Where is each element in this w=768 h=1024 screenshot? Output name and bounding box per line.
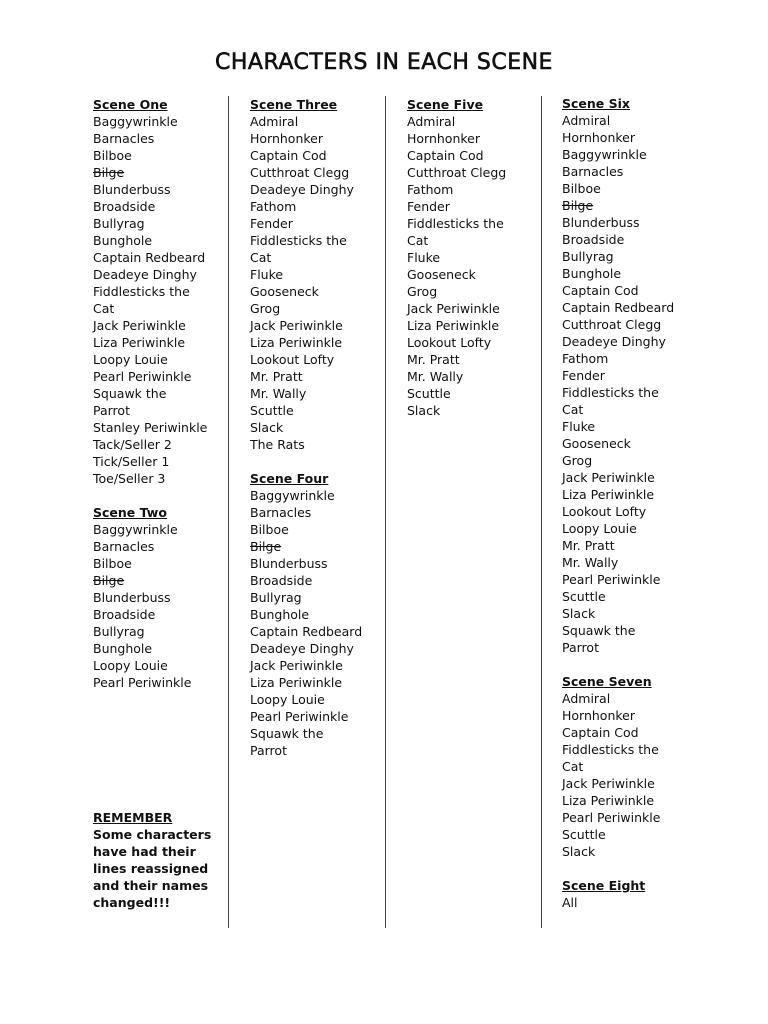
character-name: Bilge [250,539,282,554]
character-name: Bullyrag [93,624,145,639]
character-name: Bunghole [93,641,153,656]
character-name: Gooseneck [407,267,476,282]
character-name: Liza Periwinkle [562,487,655,502]
character-name: Squawk the [562,623,636,638]
character-name: Admiral [407,114,456,129]
character-name: Deadeye Dinghy [93,267,197,282]
character-list [93,113,243,487]
character-name: Broadside [562,232,625,247]
scene-block [562,877,712,911]
character-name: Admiral [562,113,611,128]
character-name: Mr. Pratt [407,352,460,367]
character-list [93,521,243,691]
character-name: Barnacles [93,539,155,554]
character-name: Jack Periwinkle [250,318,343,333]
character-name: Hornhonker [407,131,481,146]
character-name: Baggywrinkle [562,147,647,162]
character-name: Barnacles [562,164,624,179]
scene-heading: Scene One [93,97,168,112]
character-name: Slack [562,606,596,621]
character-name: Fluke [250,267,284,282]
scene-block [562,673,712,860]
character-name: Fathom [562,351,609,366]
character-name: Fluke [562,419,596,434]
scene-block [562,95,712,656]
character-name: Lookout Lofty [250,352,335,367]
character-name: Mr. Pratt [250,369,303,384]
character-name: Scuttle [562,827,606,842]
character-name: Fender [250,216,293,231]
remember-body: Some characters have had their lines reassigned and their names changed!!! [93,827,212,910]
remember-heading: REMEMBER [93,810,173,825]
character-name: Cat [407,233,429,248]
character-name: Bilboe [93,556,132,571]
character-name: Slack [562,844,596,859]
character-name: Hornhonker [562,708,636,723]
scene-heading: Scene Five [407,97,484,112]
character-name: Blunderbuss [93,182,171,197]
character-name: Gooseneck [562,436,631,451]
character-name: Bilge [93,165,125,180]
character-name: Mr. Wally [407,369,464,384]
character-name: Fluke [407,250,441,265]
character-name: Hornhonker [250,131,324,146]
column-2 [250,96,400,776]
character-name: Bilboe [250,522,289,537]
character-name: Cat [562,759,584,774]
character-name: Jack Periwinkle [562,776,655,791]
character-name: Squawk the [250,726,324,741]
character-name: Broadside [93,607,156,622]
character-name: Slack [407,403,441,418]
character-name: Cat [93,301,115,316]
character-name: Bilboe [93,148,132,163]
remember-note [93,809,223,911]
character-list [562,112,712,656]
column-4 [562,95,712,928]
character-name: Baggywrinkle [93,114,178,129]
character-name: Admiral [250,114,299,129]
character-name: Tack/Seller 2 [93,437,172,452]
character-name: Bullyrag [250,590,302,605]
character-name: Barnacles [250,505,312,520]
character-name: Jack Periwinkle [93,318,186,333]
character-name: Baggywrinkle [250,488,335,503]
character-name: Scuttle [407,386,451,401]
character-name: Lookout Lofty [407,335,492,350]
character-name: Deadeye Dinghy [250,641,354,656]
character-name: Blunderbuss [250,556,328,571]
character-name: Pearl Periwinkle [562,572,661,587]
character-name: Bilge [93,573,125,588]
character-name: Bilge [562,198,594,213]
character-name: Mr. Wally [562,555,619,570]
character-name: Toe/Seller 3 [93,471,166,486]
scene-block [250,96,400,453]
scene-heading: Scene Eight [562,878,646,893]
character-name: Lookout Lofty [562,504,647,519]
character-name: Fiddlesticks the [562,385,659,400]
character-name: Grog [250,301,281,316]
character-name: Slack [250,420,284,435]
character-name: Deadeye Dinghy [562,334,666,349]
character-name: Jack Periwinkle [250,658,343,673]
character-name: Pearl Periwinkle [93,369,192,384]
character-list [407,113,557,419]
scene-heading: Scene Four [250,471,329,486]
character-name: All [562,895,578,910]
character-name: Mr. Pratt [562,538,615,553]
character-name: Gooseneck [250,284,319,299]
character-name: Pearl Periwinkle [562,810,661,825]
character-name: Liza Periwinkle [93,335,186,350]
character-name: Fiddlesticks the [562,742,659,757]
character-name: Cutthroat Clegg [407,165,507,180]
character-name: Blunderbuss [562,215,640,230]
character-name: Loopy Louie [93,658,168,673]
character-name: Broadside [93,199,156,214]
page-title: CHARACTERS IN EACH SCENE [215,50,553,75]
scene-block [407,96,557,419]
character-name: Captain Cod [407,148,484,163]
character-name: Liza Periwinkle [407,318,500,333]
character-name: Scuttle [562,589,606,604]
character-name: Parrot [250,743,287,758]
character-name: Loopy Louie [93,352,168,367]
character-name: Stanley Periwinkle [93,420,208,435]
character-name: Cat [250,250,272,265]
character-name: Fathom [407,182,454,197]
character-name: Hornhonker [562,130,636,145]
column-1 [93,96,243,708]
character-name: Fender [562,368,605,383]
character-name: Bunghole [562,266,622,281]
character-name: Captain Redbeard [250,624,363,639]
character-name: Pearl Periwinkle [250,709,349,724]
character-name: Cat [562,402,584,417]
character-name: Captain Cod [562,283,639,298]
scene-heading: Scene Six [562,96,630,111]
character-name: Captain Cod [250,148,327,163]
character-name: Squawk the [93,386,167,401]
character-name: Bullyrag [93,216,145,231]
character-name: Liza Periwinkle [250,335,343,350]
character-name: Liza Periwinkle [250,675,343,690]
character-list [250,113,400,453]
scene-block [93,504,243,691]
character-name: Grog [407,284,438,299]
character-name: Fender [407,199,450,214]
character-name: Fiddlesticks the [407,216,504,231]
character-list [250,487,400,759]
character-name: Parrot [93,403,130,418]
scene-block [93,96,243,487]
character-name: Bunghole [250,607,310,622]
character-name: Captain Redbeard [562,300,675,315]
character-name: Admiral [562,691,611,706]
character-name: Mr. Wally [250,386,307,401]
scene-heading: Scene Three [250,97,338,112]
character-name: Loopy Louie [250,692,325,707]
character-name: Liza Periwinkle [562,793,655,808]
character-name: Barnacles [93,131,155,146]
character-name: Blunderbuss [93,590,171,605]
character-name: Fiddlesticks the [93,284,190,299]
character-name: Baggywrinkle [93,522,178,537]
character-name: Parrot [562,640,599,655]
scene-heading: Scene Seven [562,674,652,689]
character-name: The Rats [250,437,305,452]
character-name: Cutthroat Clegg [250,165,350,180]
character-name: Fathom [250,199,297,214]
character-name: Broadside [250,573,313,588]
character-name: Jack Periwinkle [562,470,655,485]
character-name: Cutthroat Clegg [562,317,662,332]
character-name: Captain Cod [562,725,639,740]
character-name: Tick/Seller 1 [93,454,170,469]
character-name: Bunghole [93,233,153,248]
character-name: Grog [562,453,593,468]
character-list [562,690,712,860]
character-name: Deadeye Dinghy [250,182,354,197]
character-name: Pearl Periwinkle [93,675,192,690]
character-name: Jack Periwinkle [407,301,500,316]
scene-heading: Scene Two [93,505,167,520]
character-name: Scuttle [250,403,294,418]
character-name: Bilboe [562,181,601,196]
scene-block [250,470,400,759]
character-name: Bullyrag [562,249,614,264]
character-name: Captain Redbeard [93,250,206,265]
character-list [562,894,712,911]
column-3 [407,96,557,436]
character-name: Loopy Louie [562,521,637,536]
character-name: Fiddlesticks the [250,233,347,248]
